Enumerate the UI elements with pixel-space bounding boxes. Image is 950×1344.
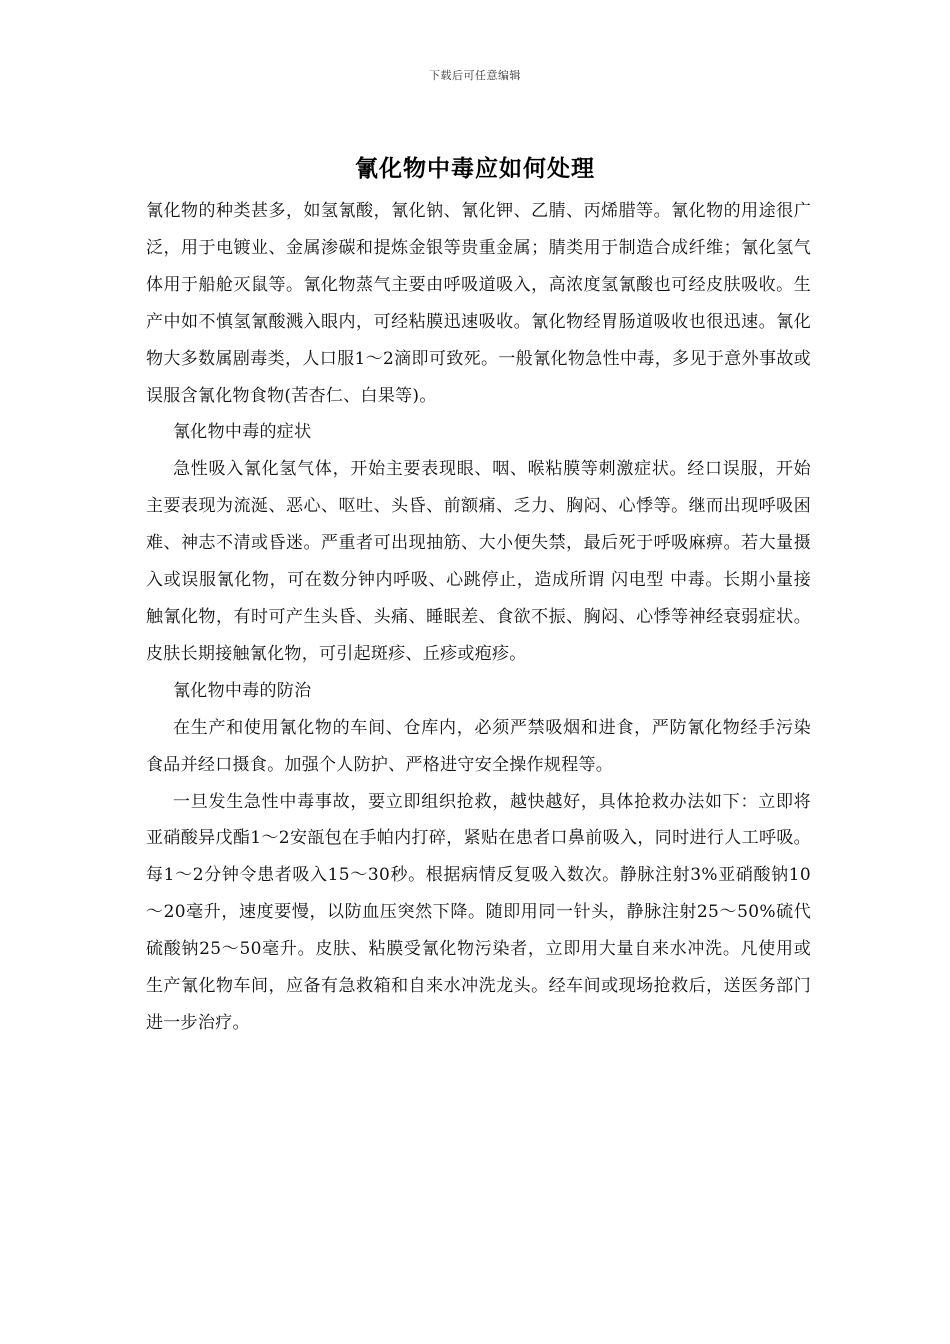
paragraph-symptoms: 急性吸入氰化氢气体，开始主要表现眼、咽、喉粘膜等刺激症状。经口误服，开始主要表现为流涎、恶心、呕吐、头昏、前额痛、乏力、胸闷、心悸等。继而出现呼吸困难、神志不清或昏迷。严重者可出现抽筋、大小便失禁，最后死于呼吸麻痹。若大量摄入或误服氰化物，可在数分钟内呼吸、心跳停止，造成所谓 闪电型 中毒。长期小量接触氰化物，有时可产生头昏、头痛、睡眠差、食欲不振、胸闷、心悸等神经衰弱症状。皮肤长期接触氰化物，可引起斑疹、丘疹或疱疹。 [146, 459, 811, 664]
paragraph-prevention: 在生产和使用氰化物的车间、仓库内，必须严禁吸烟和进食，严防氰化物经手污染食品并经口摄食。加强个人防护、严格进守安全操作规程等。 [146, 717, 811, 775]
section-heading-prevention: 氰化物中毒的防治 [173, 680, 312, 701]
paragraph-rescue: 一旦发生急性中毒事故，要立即组织抢救，越快越好，具体抢救办法如下：立即将亚硝酸异戊酯1～2安瓿包在手帕内打碎，紧贴在患者口鼻前吸入，同时进行人工呼吸。每1～2分钟令患者吸入15～30秒。根据病情反复吸入数次。静脉注射3%亚硝酸钠10～20毫升，速度要慢，以防血压突然下降。随即用同一针头，静脉注射25～50%硫代硫酸钠25～50毫升。皮肤、粘膜受氰化物污染者，立即用大量自来水冲洗。凡使用或生产氰化物车间，应备有急救箱和自来水冲洗龙头。经车间或现场抢救后，送医务部门进一步治疗。 [146, 791, 811, 1033]
paragraph-intro: 氰化物的种类甚多，如氢氰酸，氰化钠、氰化钾、乙腈、丙烯腊等。氰化物的用途很广泛，用于电镀业、金属渗碳和提炼金银等贵重金属；腈类用于制造合成纤维；氰化氢气体用于船舱灭鼠等。氰化物蒸气主要由呼吸道吸入，高浓度氢氰酸也可经皮肤吸收。生产中如不慎氢氰酸溅入眼内，可经粘膜迅速吸收。氰化物经胃肠道吸收也很迅速。氰化物大多数属剧毒类，人口服1～2滴即可致死。一般氰化物急性中毒，多见于意外事故或误服含氰化物食物(苦杏仁、白果等)。 [146, 201, 811, 406]
document-body [146, 193, 811, 1042]
header-note: 下载后可任意编辑 [429, 69, 521, 82]
page-title: 氰化物中毒应如何处理 [355, 155, 595, 182]
section-heading-symptoms: 氰化物中毒的症状 [173, 422, 312, 443]
